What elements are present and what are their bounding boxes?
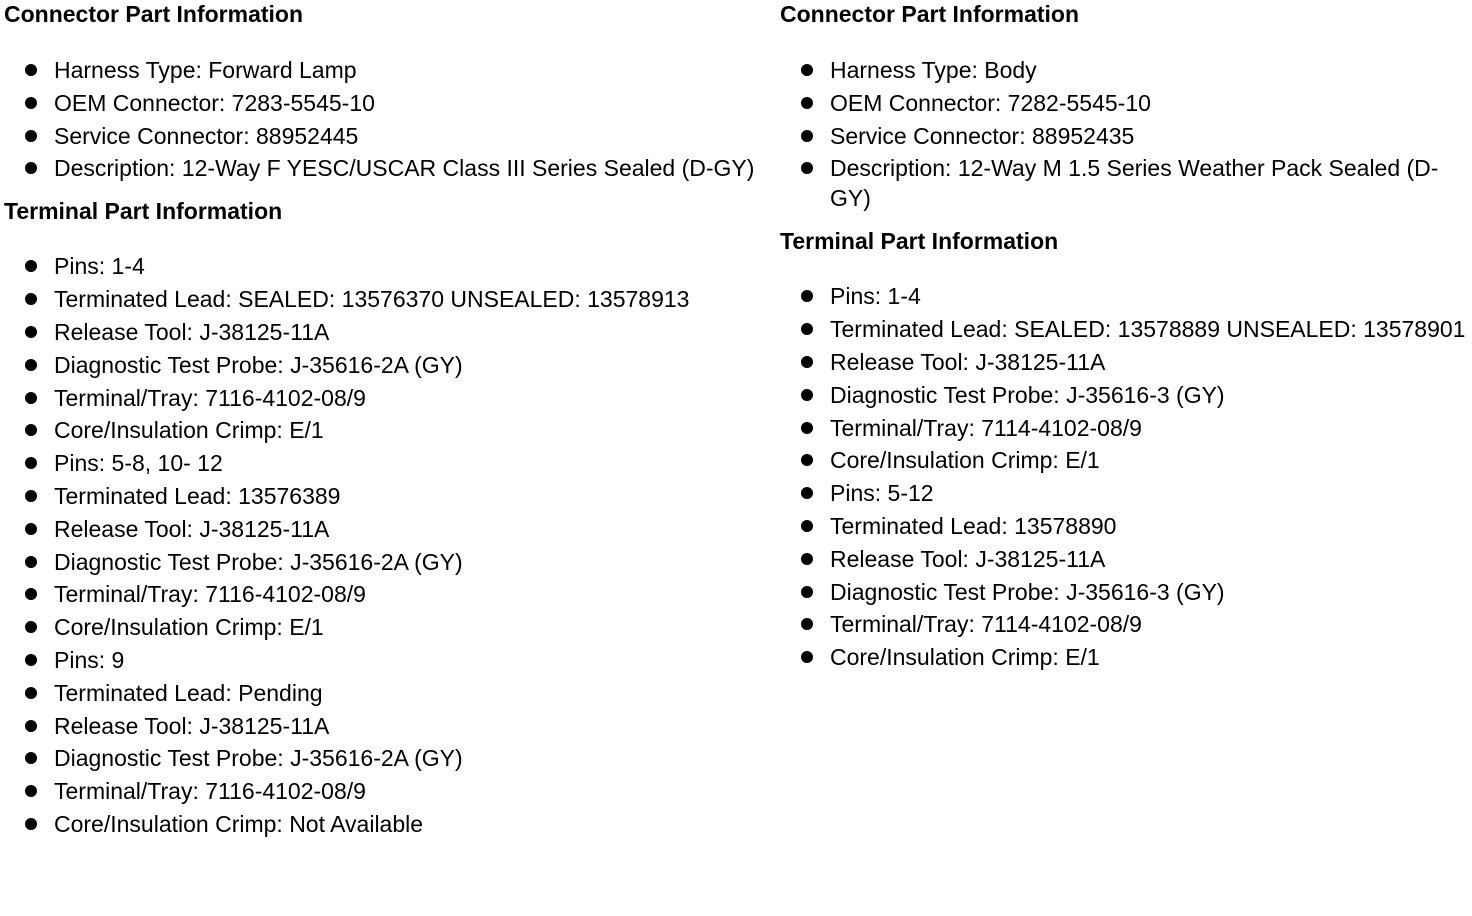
bullet-icon	[25, 64, 37, 76]
bullet-icon	[25, 457, 37, 469]
right-connector-heading: Connector Part Information	[780, 1, 1080, 27]
right-pin-group-2	[780, 478, 1470, 672]
bullet-icon	[25, 359, 37, 371]
list-item-text: Core/Insulation Crimp: E/1	[830, 644, 1100, 671]
list-item-text: Core/Insulation Crimp: E/1	[54, 417, 324, 444]
list-item-text: Core/Insulation Crimp: E/1	[830, 447, 1100, 474]
list-item-text: Diagnostic Test Probe: J-35616-3 (GY)	[830, 578, 1225, 605]
list-item-text: Description: 12-Way F YESC/USCAR Class III Series Sealed (D-GY)	[54, 155, 755, 182]
list-item-text: Diagnostic Test Probe: J-35616-2A (GY)	[54, 745, 463, 772]
list-item	[4, 612, 764, 642]
bullet-icon	[801, 97, 813, 109]
bullet-icon	[25, 752, 37, 764]
list-item	[780, 347, 1470, 377]
list-item-text: Harness Type: Body	[830, 57, 1037, 83]
list-item-text: OEM Connector: 7283-5545-10	[54, 89, 375, 116]
list-item	[780, 609, 1470, 639]
list-item-text: Service Connector: 88952445	[54, 122, 359, 149]
bullet-icon	[801, 64, 813, 76]
bullet-icon	[25, 97, 37, 109]
list-item-text: Terminal/Tray: 7116-4102-08/9	[54, 581, 366, 608]
list-item-text: Core/Insulation Crimp: E/1	[54, 614, 324, 641]
list-item	[4, 514, 764, 544]
list-item-text: Pins: 1-4	[830, 283, 921, 310]
list-item	[780, 642, 1470, 672]
bullet-icon	[25, 588, 37, 600]
bullet-icon	[25, 523, 37, 535]
list-item-text: Terminal/Tray: 7114-4102-08/9	[830, 611, 1142, 638]
list-item-text: Release Tool: J-38125-11A	[54, 712, 330, 739]
bullet-icon	[25, 654, 37, 666]
left-pin-group-3	[4, 645, 764, 839]
left-terminal-heading: Terminal Part Information	[4, 198, 283, 225]
right-column	[780, 0, 1470, 675]
right-connector-section	[780, 0, 1470, 213]
list-item	[780, 55, 1470, 85]
list-item-text: Release Tool: J-38125-11A	[54, 318, 330, 345]
list-item	[780, 577, 1470, 607]
bullet-icon	[801, 651, 813, 663]
bullet-icon	[801, 520, 813, 532]
bullet-icon	[801, 454, 813, 466]
list-item	[4, 121, 764, 151]
right-pin-group-1	[780, 281, 1470, 475]
list-item	[4, 251, 764, 281]
list-item-text: Harness Type: Forward Lamp	[54, 57, 357, 83]
list-item	[4, 317, 764, 347]
right-terminal-heading: Terminal Part Information	[780, 228, 1059, 255]
left-pin-group-1	[4, 251, 764, 445]
list-item-text: Pins: 1-4	[54, 253, 145, 280]
list-item	[780, 281, 1470, 311]
left-terminal-section	[4, 197, 764, 839]
right-terminal-section	[780, 227, 1470, 672]
bullet-icon	[25, 162, 37, 174]
list-item	[780, 478, 1470, 508]
right-connector-list	[780, 55, 1470, 213]
list-item	[780, 380, 1470, 410]
list-item-text: Terminal/Tray: 7116-4102-08/9	[54, 384, 366, 411]
list-item-text: Diagnostic Test Probe: J-35616-2A (GY)	[54, 548, 463, 575]
list-item	[4, 88, 764, 118]
list-item	[4, 809, 764, 839]
left-connector-list	[4, 55, 764, 183]
bullet-icon	[25, 260, 37, 272]
list-item	[4, 481, 764, 511]
list-item	[4, 711, 764, 741]
list-item-text: Release Tool: J-38125-11A	[830, 348, 1106, 375]
list-item	[4, 383, 764, 413]
left-connector-heading: Connector Part Information	[4, 1, 304, 27]
list-item-text: Terminated Lead: SEALED: 13578889 UNSEALED: 13578901	[830, 316, 1466, 343]
list-item	[4, 547, 764, 577]
list-item-text: Pins: 9	[54, 646, 125, 673]
list-item	[780, 88, 1470, 118]
bullet-icon	[801, 618, 813, 630]
list-item	[4, 678, 764, 708]
bullet-icon	[801, 487, 813, 499]
list-item-text: Release Tool: J-38125-11A	[830, 545, 1106, 572]
left-column	[4, 0, 764, 842]
list-item	[780, 153, 1470, 213]
list-item-text: Terminated Lead: 13578890	[830, 512, 1117, 539]
bullet-icon	[25, 621, 37, 633]
list-item-text: OEM Connector: 7282-5545-10	[830, 89, 1151, 116]
list-item	[4, 350, 764, 380]
list-item-text: Diagnostic Test Probe: J-35616-3 (GY)	[830, 381, 1225, 408]
list-item-text: Service Connector: 88952435	[830, 122, 1135, 149]
bullet-icon	[25, 556, 37, 568]
bullet-icon	[25, 785, 37, 797]
list-item	[780, 445, 1470, 475]
bullet-icon	[25, 130, 37, 142]
list-item	[4, 55, 764, 85]
bullet-icon	[25, 424, 37, 436]
bullet-icon	[801, 586, 813, 598]
list-item	[4, 448, 764, 478]
bullet-icon	[801, 389, 813, 401]
list-item	[4, 645, 764, 675]
bullet-icon	[25, 326, 37, 338]
bullet-icon	[25, 720, 37, 732]
bullet-icon	[25, 293, 37, 305]
list-item-text: Diagnostic Test Probe: J-35616-2A (GY)	[54, 351, 463, 378]
left-connector-section	[4, 0, 764, 183]
list-item-text: Terminal/Tray: 7114-4102-08/9	[830, 414, 1142, 441]
list-item-text: Terminated Lead: SEALED: 13576370 UNSEALED: 13578913	[54, 286, 690, 313]
list-item-text: Description: 12-Way M 1.5 Series Weather Pack Sealed (D-GY)	[830, 155, 1439, 212]
bullet-icon	[25, 818, 37, 830]
bullet-icon	[25, 490, 37, 502]
list-item	[4, 415, 764, 445]
list-item	[4, 776, 764, 806]
list-item-text: Terminated Lead: 13576389	[54, 482, 341, 509]
list-item	[4, 579, 764, 609]
list-item	[780, 413, 1470, 443]
bullet-icon	[801, 553, 813, 565]
list-item-text: Terminal/Tray: 7116-4102-08/9	[54, 778, 366, 805]
bullet-icon	[801, 323, 813, 335]
bullet-icon	[801, 130, 813, 142]
list-item	[4, 153, 764, 183]
left-pin-group-2	[4, 448, 764, 642]
bullet-icon	[801, 422, 813, 434]
list-item	[780, 511, 1470, 541]
list-item	[4, 743, 764, 773]
bullet-icon	[801, 290, 813, 302]
bullet-icon	[25, 687, 37, 699]
list-item-text: Pins: 5-12	[830, 480, 934, 507]
list-item-text: Terminated Lead: Pending	[54, 679, 323, 706]
bullet-icon	[801, 162, 813, 174]
list-item	[780, 544, 1470, 574]
list-item-text: Pins: 5-8, 10- 12	[54, 450, 223, 477]
list-item	[780, 314, 1470, 344]
list-item	[780, 121, 1470, 151]
bullet-icon	[25, 392, 37, 404]
list-item	[4, 284, 764, 314]
list-item-text: Core/Insulation Crimp: Not Available	[54, 810, 424, 837]
list-item-text: Release Tool: J-38125-11A	[54, 515, 330, 542]
bullet-icon	[801, 356, 813, 368]
